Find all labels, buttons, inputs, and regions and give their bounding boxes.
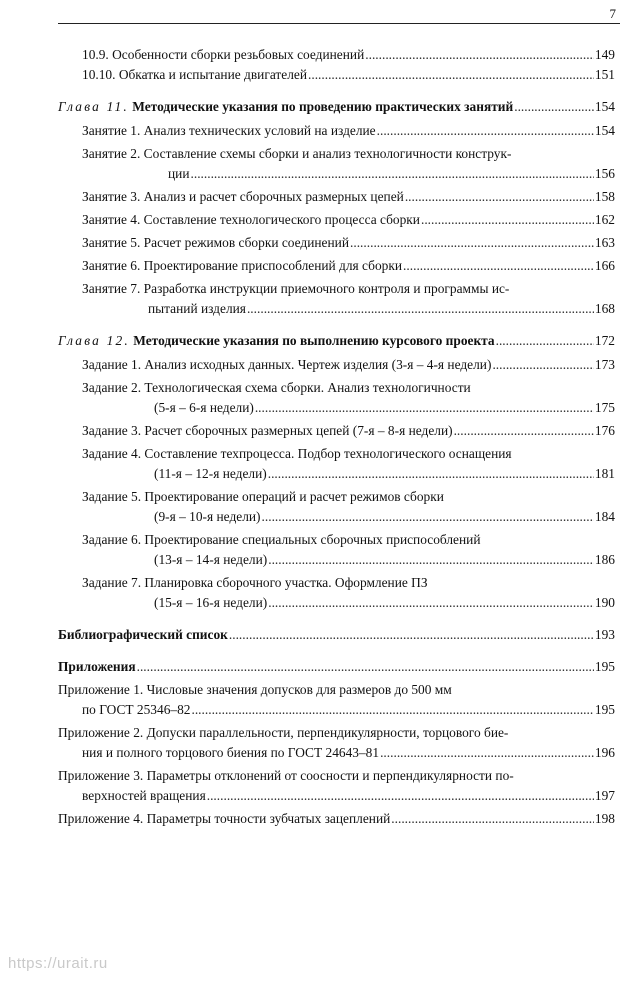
toc-entry-text: Занятие 3. Анализ и расчет сборочных размерных цепей (82, 189, 404, 204)
leader-dots (247, 299, 594, 319)
toc-entry-text: Занятие 7. Разработка инструкции приемочного контроля и программы ис- (82, 281, 510, 296)
toc-entry-text: Занятие 5. Расчет режимов сборки соединений (82, 235, 350, 250)
toc-entry-task-2[interactable] (58, 378, 615, 418)
toc-entry-text: 10.9. Особенности сборки резьбовых соединений (82, 47, 365, 62)
toc-entry-text: 10.10. Обкатка и испытание двигателей (82, 67, 307, 82)
chapter-label: Глава 11. (58, 99, 129, 114)
toc-entry-text: Приложение 3. Параметры отклонений от соосности и перпендикулярности по- (58, 768, 514, 783)
toc-page: 173 (594, 357, 615, 372)
toc-bibliography[interactable] (58, 625, 615, 645)
toc-entry-text: Занятие 2. Составление схемы сборки и анализ технологичности конструк- (82, 146, 512, 161)
toc-entry-text: Задание 6. Проектирование специальных сборочных приспособлений (82, 532, 481, 547)
toc-entry-text: Задание 3. Расчет сборочных размерных цепей (7-я – 8-я недели) (82, 423, 453, 438)
toc-entry-lesson-1[interactable] (58, 121, 615, 141)
toc-page: 195 (594, 659, 615, 674)
leader-dots (403, 256, 594, 276)
toc-page: 172 (594, 333, 615, 348)
toc-page: 149 (594, 47, 615, 62)
leader-dots (421, 210, 594, 230)
toc-page: 168 (594, 301, 615, 316)
leader-dots (496, 331, 594, 351)
toc-page: 154 (594, 123, 615, 138)
toc-entry-task-3[interactable] (58, 421, 615, 441)
toc-entry-text: Задание 4. Составление техпроцесса. Подбор технологического оснащения (82, 446, 512, 461)
toc-page: 151 (594, 67, 615, 82)
leader-dots (255, 398, 594, 418)
leader-dots (268, 464, 594, 484)
toc-entry-text: Приложение 1. Числовые значения допусков для размеров до 500 мм (58, 682, 452, 697)
toc-entry-lesson-3[interactable] (58, 187, 615, 207)
leader-dots (308, 65, 594, 85)
toc-page: 196 (594, 745, 615, 760)
toc-entry-lesson-7[interactable] (58, 279, 615, 319)
leader-dots (191, 700, 593, 720)
toc-entry-10-10[interactable] (58, 65, 615, 85)
page-number: 7 (609, 6, 616, 21)
toc-page: 156 (594, 166, 615, 181)
toc-page: 181 (594, 466, 615, 481)
toc-entry-text: Приложения (58, 659, 136, 674)
leader-dots (492, 355, 593, 375)
table-of-contents (58, 45, 615, 829)
leader-dots (268, 593, 594, 613)
leader-dots (405, 187, 594, 207)
toc-entry-task-4[interactable] (58, 444, 615, 484)
toc-entry-10-9[interactable] (58, 45, 615, 65)
leader-dots (514, 97, 594, 117)
toc-entry-text-cont: (15-я – 16-я недели) (154, 595, 268, 610)
leader-dots (229, 625, 594, 645)
toc-page: 190 (594, 595, 615, 610)
toc-entry-text-cont: (11-я – 12-я недели) (154, 466, 267, 481)
toc-entry-text: Занятие 4. Составление технологического процесса сборки (82, 212, 420, 227)
toc-entry-text: Занятие 1. Анализ технических условий на изделие (82, 123, 376, 138)
leader-dots (191, 164, 594, 184)
toc-page: 186 (594, 552, 615, 567)
toc-entry-lesson-5[interactable] (58, 233, 615, 253)
toc-entry-appendix-1[interactable] (58, 680, 615, 720)
toc-entry-text-cont: (9-я – 10-я недели) (154, 509, 261, 524)
leader-dots (454, 421, 594, 441)
toc-entry-text-cont: верхностей вращения (82, 788, 206, 803)
leader-dots (268, 550, 594, 570)
leader-dots (391, 809, 594, 829)
toc-page: 162 (594, 212, 615, 227)
chapter-label: Глава 12. (58, 333, 130, 348)
toc-entry-text-cont: (13-я – 14-я недели) (154, 552, 268, 567)
toc-page: 193 (594, 627, 615, 642)
toc-page: 195 (594, 702, 615, 717)
toc-page: 163 (594, 235, 615, 250)
toc-entry-text: Приложение 2. Допуски параллельности, перпендикулярности, торцового бие- (58, 725, 509, 740)
leader-dots (262, 507, 594, 527)
toc-entry-appendix-3[interactable] (58, 766, 615, 806)
toc-entry-text: Задание 1. Анализ исходных данных. Чертеж изделия (3-я – 4-я недели) (82, 357, 492, 372)
toc-entry-text-cont: ния и полного торцового биения по ГОСТ 24643–81 (82, 745, 380, 760)
toc-entry-text-cont: пытаний изделия (148, 301, 246, 316)
toc-entry-text: Приложение 4. Параметры точности зубчатых зацеплений (58, 811, 391, 826)
toc-page: 176 (594, 423, 615, 438)
toc-entry-lesson-2[interactable] (58, 144, 615, 184)
toc-entry-text: Задание 7. Планировка сборочного участка. Оформление ПЗ (82, 575, 428, 590)
toc-entry-lesson-4[interactable] (58, 210, 615, 230)
toc-entry-task-1[interactable] (58, 355, 615, 375)
toc-entry-text: Занятие 6. Проектирование приспособлений для сборки (82, 258, 403, 273)
toc-entry-text: Библиографический список (58, 627, 228, 642)
leader-dots (350, 233, 594, 253)
toc-entry-task-7[interactable] (58, 573, 615, 613)
toc-chapter-12[interactable] (58, 331, 615, 351)
toc-page: 166 (594, 258, 615, 273)
leader-dots (377, 121, 594, 141)
toc-entry-text: Задание 5. Проектирование операций и расчет режимов сборки (82, 489, 444, 504)
toc-page: 198 (594, 811, 615, 826)
toc-page: 175 (594, 400, 615, 415)
leader-dots (207, 786, 594, 806)
watermark-url: https://urait.ru (8, 955, 108, 972)
toc-entry-appendix-2[interactable] (58, 723, 615, 763)
toc-chapter-11[interactable] (58, 97, 615, 117)
leader-dots (137, 657, 594, 677)
toc-entry-appendix-4[interactable] (58, 809, 615, 829)
toc-entry-text-cont: ции (168, 166, 190, 181)
header-rule (58, 23, 620, 24)
leader-dots (380, 743, 594, 763)
chapter-title: Методические указания по выполнению курсового проекта (133, 333, 495, 348)
toc-appendices[interactable] (58, 657, 615, 677)
toc-entry-lesson-6[interactable] (58, 256, 615, 276)
toc-entry-task-6[interactable] (58, 530, 615, 570)
toc-entry-task-5[interactable] (58, 487, 615, 527)
toc-page: 197 (594, 788, 615, 803)
toc-entry-text-cont: (5-я – 6-я недели) (154, 400, 254, 415)
chapter-title: Методические указания по проведению практических занятий (132, 99, 514, 114)
toc-page: 184 (594, 509, 615, 524)
toc-entry-text-cont: по ГОСТ 25346–82 (82, 702, 191, 717)
toc-entry-text: Задание 2. Технологическая схема сборки. Анализ технологичности (82, 380, 471, 395)
toc-page: 154 (594, 99, 615, 114)
toc-page: 158 (594, 189, 615, 204)
leader-dots (365, 45, 594, 65)
